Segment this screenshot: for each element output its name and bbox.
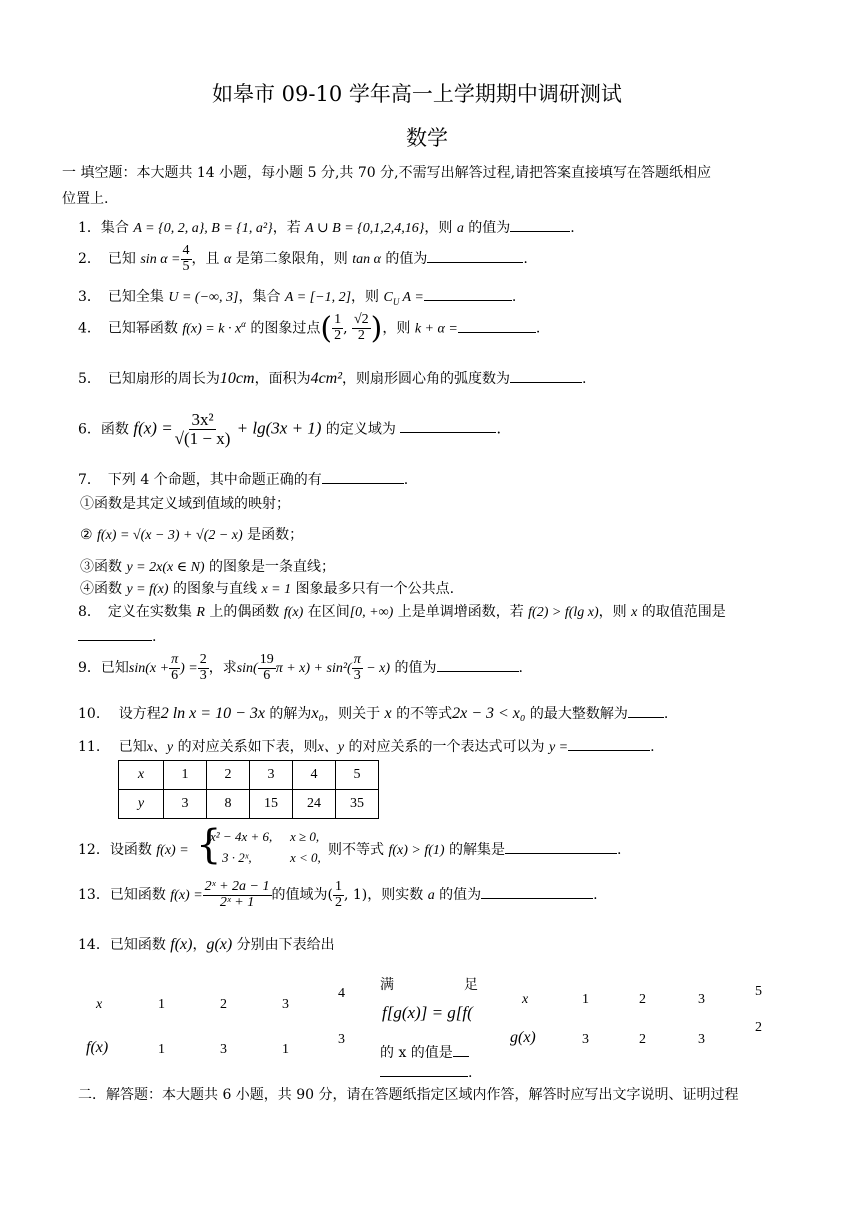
answer-blank[interactable] <box>427 248 523 263</box>
q8-text: 在区间 <box>303 604 350 620</box>
q6-text: . <box>496 419 502 438</box>
q3-math: C <box>383 290 393 305</box>
q14-text: 分别由下表给出 <box>232 937 335 953</box>
q6-fraction <box>173 411 233 448</box>
q9-fraction <box>258 653 276 683</box>
q9-denominator: 6 <box>263 667 271 683</box>
table-cell: 1 <box>164 761 207 790</box>
q5-text: ，则扇形圆心角的弧度数为 <box>342 371 511 387</box>
page-subtitle: 数学 <box>406 126 448 150</box>
table-cell: 24 <box>293 790 336 819</box>
table-cell: 15 <box>250 790 293 819</box>
q10-text: 的解为 <box>264 706 312 722</box>
q13-text: 13．已知函数 <box>78 887 171 904</box>
q4-paren: ) <box>370 311 383 346</box>
question-5 <box>78 368 586 388</box>
section1-line1: 一 填空题：本大题共 14 小题，每小题 5 分,共 70 分,不需写出解答过程,请把答案直接填写在答题纸相应 <box>62 165 712 181</box>
question-11 <box>78 736 655 756</box>
q4-text: . <box>535 320 541 337</box>
q1-text: ，则 <box>424 220 457 236</box>
q13-numerator: 1 <box>334 879 342 894</box>
q13-text: ，则实数 <box>367 887 428 904</box>
q13-fraction <box>333 880 344 910</box>
q5-text: . <box>582 371 587 387</box>
q4-math: k + α = <box>414 321 458 337</box>
q4-comma: , <box>343 320 352 337</box>
q8-answer-line <box>78 626 156 645</box>
q7-math: x = 1 <box>261 582 292 597</box>
question-4 <box>78 311 540 346</box>
q9-math: sin(x + <box>128 661 170 677</box>
q14-g-header-gx: g(x) <box>510 1029 536 1046</box>
q13-math: a <box>427 888 435 904</box>
q14-g-x-value: 3 <box>698 992 705 1007</box>
q6-denominator: √(1 − x) <box>174 428 231 448</box>
q3-math: U <box>392 296 400 307</box>
q4-denominator: 2 <box>357 328 365 343</box>
q14-f-header-fx: f(x) <box>86 1039 109 1056</box>
answer-blank[interactable] <box>322 469 404 484</box>
q12-math: x² − 4x + 6, <box>210 829 273 844</box>
q4-denominator: 2 <box>334 328 342 343</box>
q7-text: 的图象是一条直线； <box>204 559 336 575</box>
q14-f-header-x: x <box>96 997 103 1012</box>
question-3 <box>78 286 516 307</box>
q4-paren: ( <box>320 311 333 346</box>
q14-f-x-value: 2 <box>220 997 227 1012</box>
q14-g-value: 2 <box>755 1020 762 1035</box>
q7-item-4 <box>80 578 454 598</box>
q3-math: U = (−∞, 3] <box>168 290 239 305</box>
q7-text: 的图象与直线 <box>168 581 262 597</box>
q7-text: ③函数 <box>80 559 127 575</box>
q7-text: 是函数； <box>242 527 304 543</box>
q4-math: f(x) = k · x <box>182 321 242 337</box>
q8-text: 8． 定义在实数集 <box>78 604 197 620</box>
q2-text: . <box>523 251 528 268</box>
q9-numerator: π <box>353 652 361 667</box>
q4-text: ，则 <box>382 320 415 337</box>
q9-math: sin( <box>236 661 258 677</box>
q1-text: ，若 <box>272 220 306 236</box>
q3-text: ，则 <box>351 289 384 305</box>
question-14 <box>78 934 335 954</box>
q11-text: 11. 已知 <box>78 739 147 755</box>
q4-text: 4． 已知幂函数 <box>78 320 183 337</box>
table-row <box>119 761 379 790</box>
q1-text: 1．集合 <box>78 220 134 236</box>
q4-fraction <box>332 313 343 343</box>
q13-fraction <box>203 880 272 910</box>
answer-blank[interactable] <box>568 736 650 751</box>
q8-text: ，则 <box>598 604 632 620</box>
table-cell: 2 <box>207 761 250 790</box>
q5-math: 4cm² <box>310 370 343 387</box>
q14-math: f(x) <box>170 936 193 953</box>
q14-f-x-value: 1 <box>158 997 165 1012</box>
q7-text: 图象最多只有一个公共点. <box>291 581 455 597</box>
q7-text: ② <box>80 527 98 543</box>
table-cell: 3 <box>250 761 293 790</box>
q4-math: α <box>241 318 246 329</box>
question-8 <box>78 601 726 621</box>
q9-math: ) = <box>180 661 198 677</box>
question-10 <box>78 703 668 723</box>
q14-g-x-value: 2 <box>639 992 646 1007</box>
q2-math: tan α <box>352 252 381 268</box>
answer-blank[interactable] <box>510 368 582 383</box>
q14-text: ， <box>192 937 207 953</box>
q3-text: ，集合 <box>238 289 285 305</box>
q11-math: x、y <box>317 740 345 755</box>
q5-text: 5． 已知扇形的周长为 <box>78 371 220 387</box>
q9-fraction <box>169 653 180 683</box>
table-cell: 4 <box>293 761 336 790</box>
table-header-cell: x <box>119 761 164 790</box>
q10-math: 2 ln x = 10 − 3x <box>160 705 265 722</box>
q9-fraction <box>352 653 363 683</box>
q14-f-x-value: 3 <box>282 997 289 1012</box>
q5-text: ，面积为 <box>254 371 311 387</box>
q1-math: A ∪ B = {0,1,2,4,16} <box>305 221 425 236</box>
q11-text: 的对应关系的一个表达式可以为 <box>344 739 549 755</box>
q6-math: + lg(3x + 1) <box>232 418 322 438</box>
q11-math: x、y <box>146 740 174 755</box>
q11-table <box>118 760 379 819</box>
q8-math: x <box>631 605 638 620</box>
q9-denominator: 6 <box>171 667 179 683</box>
answer-blank[interactable] <box>400 418 496 433</box>
q2-text: 2． 已知 <box>78 251 141 268</box>
q14-f-value: 3 <box>220 1042 227 1057</box>
q9-denominator: 3 <box>199 667 207 683</box>
q13-denominator: 2ˣ + 1 <box>219 894 255 910</box>
q10-math: x₀ <box>311 705 325 722</box>
q1-text: . <box>570 220 575 236</box>
q9-numerator: π <box>171 652 179 667</box>
q2-math: α <box>223 252 232 268</box>
q9-text: 9．已知 <box>78 660 129 677</box>
question-2 <box>78 244 528 274</box>
q14-g-header-x: x <box>522 992 529 1007</box>
answer-blank[interactable] <box>380 1062 468 1077</box>
q5-math: 10cm <box>219 370 255 387</box>
q13-numerator: 2ˣ + 2a − 1 <box>204 879 270 894</box>
section2-line1: 二．解答题：本大题共 6 小题，共 90 分，请在答题纸指定区域内作答，解答时应写出文字说明、证明过程 <box>78 1087 739 1103</box>
q6-math: f(x) = <box>133 418 173 438</box>
q10-text: . <box>663 706 669 722</box>
q8-math: R <box>196 605 205 620</box>
q6-text: 的定义域为 <box>321 421 401 438</box>
table-cell: 3 <box>164 790 207 819</box>
q2-text: 是第二象限角，则 <box>231 251 353 268</box>
q9-math: − x) <box>362 661 391 677</box>
q8-math: f(2) > f(lg x) <box>528 605 599 620</box>
q1-text: 的值为 <box>463 220 511 236</box>
q7-item-1: ①函数是其定义域到值域的映射； <box>80 496 290 512</box>
q12-text: . <box>617 842 622 858</box>
q3-text: . <box>511 289 517 305</box>
q13-text: 的值域为( <box>271 887 333 904</box>
q14-g-value: 2 <box>639 1032 646 1047</box>
q7-math: y = f(x) <box>126 582 169 597</box>
q13-math: f(x) = <box>170 888 203 904</box>
q14-f-value: 1 <box>282 1042 289 1057</box>
q13-denominator: 2 <box>334 894 342 910</box>
q9-text: ，求 <box>208 660 237 677</box>
q14-g-x-value: 5 <box>755 984 762 999</box>
section1-line2: 位置上. <box>62 191 109 207</box>
q14-condition-1: 满 足 <box>380 977 478 993</box>
q10-math: x <box>384 705 392 722</box>
q4-fraction <box>352 313 371 343</box>
q2-numerator: 4 <box>182 243 190 258</box>
q3-math: A = <box>399 290 424 305</box>
q12-math: x < 0, <box>290 850 321 865</box>
q8-text: 上是单调增函数，若 <box>393 604 529 620</box>
q14-text: 14．已知函数 <box>78 937 171 953</box>
q8-text: . <box>152 629 157 645</box>
q10-text: ，则关于 <box>324 706 385 722</box>
q13-text: 的值为 <box>434 887 482 904</box>
q10-text: 10. 设方程 <box>78 706 161 722</box>
q14-math: g(x) <box>206 936 233 953</box>
answer-blank[interactable] <box>481 884 593 899</box>
q11-text: 的对应关系如下表，则 <box>173 739 318 755</box>
q2-math: sin α = <box>140 252 181 268</box>
q13-text: . <box>593 887 598 904</box>
question-9 <box>78 653 523 683</box>
answer-blank[interactable] <box>510 217 570 232</box>
q14-condition-2: f[g(x)] = g[f( <box>382 1003 473 1022</box>
question-7 <box>78 469 408 489</box>
q14-f-value: 1 <box>158 1042 165 1057</box>
q4-numerator: 1 <box>334 312 342 328</box>
q14-f-x-value: 4 <box>338 986 345 1001</box>
q9-numerator: 19 <box>259 652 274 667</box>
q12-text: 的解集是 <box>444 842 505 858</box>
q4-text: 的图象过点 <box>245 320 321 337</box>
q2-text: ，且 <box>191 251 224 268</box>
q12-math: f(x) > f(1) <box>388 843 445 858</box>
q7-math: y = 2x(x ∈ N) <box>126 560 205 575</box>
q11-math: y = <box>548 740 569 755</box>
q7-text: 7． 下列 4 个命题，其中命题正确的有 <box>78 472 322 488</box>
q14-f-value: 3 <box>338 1032 345 1047</box>
q2-denominator: 5 <box>182 258 190 274</box>
q8-math: [0, +∞) <box>349 605 394 620</box>
q6-numerator: 3x² <box>191 410 214 429</box>
q9-text: 的值为 <box>390 660 437 677</box>
q10-text: 的最大整数解为 <box>525 706 628 722</box>
q13-text: , 1) <box>343 887 368 904</box>
q9-fraction <box>198 653 209 683</box>
page-title: 如皋市 09-10 学年高一上学期期中调研测试 <box>212 82 622 106</box>
q12-math: 3 · 2ˣ, <box>222 850 252 865</box>
table-cell: 5 <box>336 761 379 790</box>
answer-blank[interactable] <box>78 626 152 641</box>
q10-math: 2x − 3 < x₀ <box>452 705 526 722</box>
q7-text: . <box>403 472 409 488</box>
answer-blank[interactable] <box>424 286 512 301</box>
q14-condition-3 <box>380 1042 469 1062</box>
q1-math: A = {0, 2, a}, B = {1, a²} <box>133 221 273 236</box>
q9-numerator: 2 <box>199 652 207 667</box>
q4-numerator: √2 <box>353 312 369 328</box>
q12-math: x ≥ 0, <box>290 829 320 844</box>
q9-math: π + x) + sin²( <box>275 661 352 677</box>
q11-text: . <box>650 739 655 755</box>
q14-g-value: 3 <box>582 1032 589 1047</box>
q14-answer-line: . <box>380 1062 472 1081</box>
q8-text: 上的偶函数 <box>204 604 284 620</box>
q6-text: 6．函数 <box>78 421 134 438</box>
q1-math: a <box>456 221 464 236</box>
q14-text: 的 x 的值是 <box>380 1045 453 1061</box>
q3-math: A = [−1, 2] <box>284 290 352 305</box>
table-cell: 8 <box>207 790 250 819</box>
q12-math: f(x) = <box>156 843 189 858</box>
q7-math: f(x) = √(x − 3) + √(2 − x) <box>97 528 243 543</box>
answer-blank[interactable] <box>453 1042 469 1057</box>
question-6 <box>78 411 501 448</box>
q7-item-2 <box>80 524 303 544</box>
question-13 <box>78 880 598 910</box>
q12-text: 则不等式 <box>328 842 389 858</box>
q12-text: 12．设函数 <box>78 842 157 858</box>
q7-text: ④函数 <box>80 581 127 597</box>
q14-g-value: 3 <box>698 1032 705 1047</box>
q9-text: . <box>518 660 523 677</box>
answer-blank[interactable] <box>505 839 617 854</box>
table-cell: 35 <box>336 790 379 819</box>
answer-blank[interactable] <box>628 703 664 718</box>
q3-text: 3． 已知全集 <box>78 289 169 305</box>
q7-item-3 <box>80 556 335 576</box>
q2-text: 的值为 <box>380 251 428 268</box>
q12-brace: { <box>196 822 222 868</box>
table-header-cell: y <box>119 790 164 819</box>
answer-blank[interactable] <box>437 657 519 672</box>
q8-math: f(x) <box>283 605 304 620</box>
q14-g-x-value: 1 <box>582 992 589 1007</box>
q2-fraction <box>181 244 192 274</box>
answer-blank[interactable] <box>458 318 536 333</box>
table-row <box>119 790 379 819</box>
q8-text: 的取值范围是 <box>637 604 726 620</box>
q10-text: 的不等式 <box>391 706 453 722</box>
q9-denominator: 3 <box>353 667 361 683</box>
question-1 <box>78 217 575 237</box>
